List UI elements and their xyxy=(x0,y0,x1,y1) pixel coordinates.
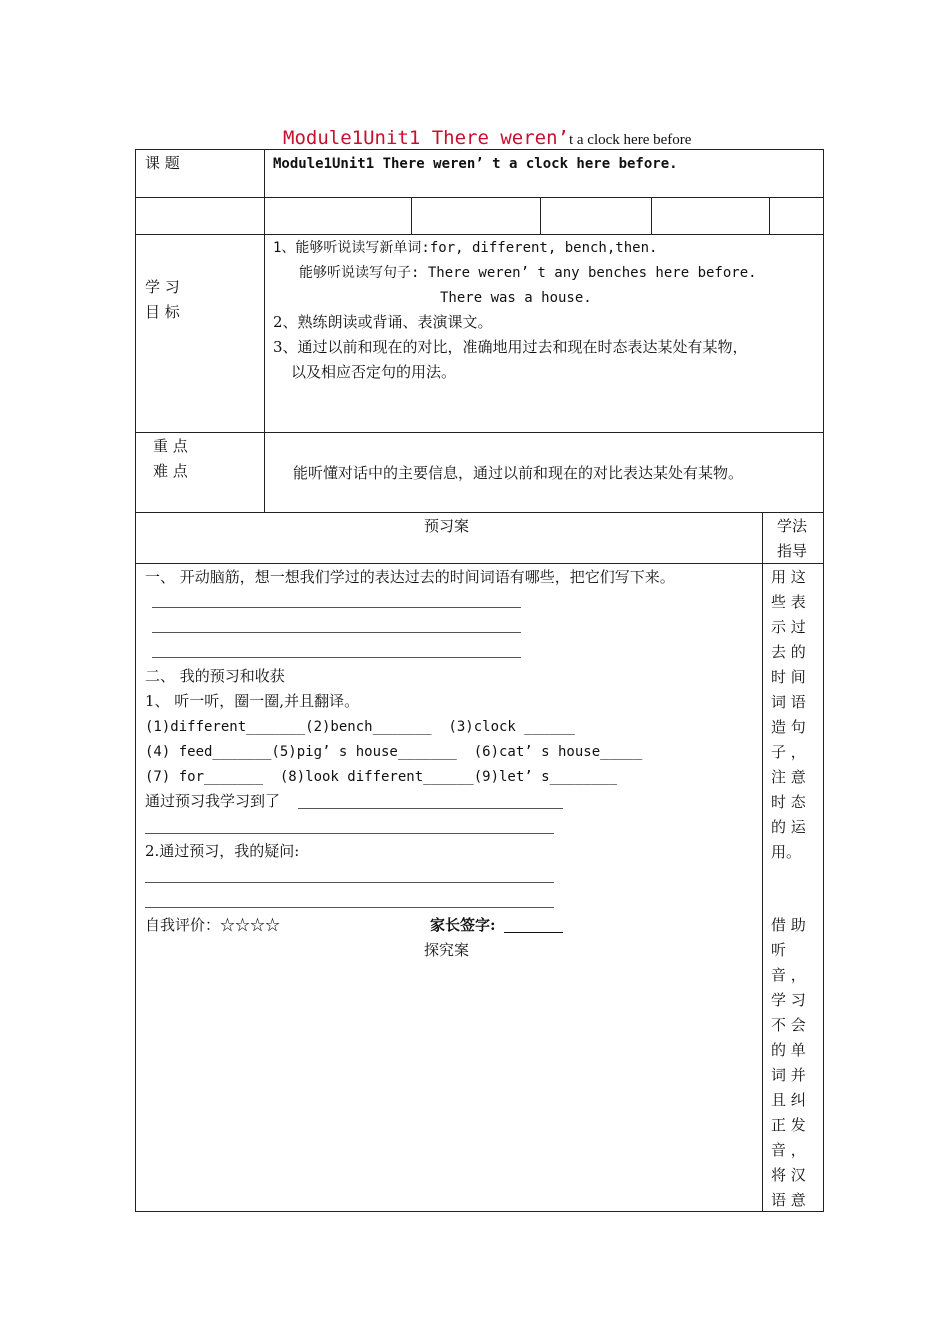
objective-line: 1、能够听说读写新单词:for, different, bench,then. xyxy=(273,240,658,256)
table-border-bottom xyxy=(135,1211,824,1212)
answer-line[interactable] xyxy=(152,657,521,658)
guide-line: 词 语 xyxy=(771,693,806,711)
objectives-label-1: 学 习 xyxy=(145,278,180,296)
guide-line: 子 ， xyxy=(771,743,806,761)
objective-line: 能够听说读写句子: There weren’ t any benches here before. xyxy=(299,265,757,281)
objective-line: 3、通过以前和现在的对比，准确地用过去和现在时态表达某处有某物， xyxy=(273,338,748,356)
guide-line: 音 ， xyxy=(771,1141,806,1159)
guide-line: 造 句 xyxy=(771,718,806,736)
page-title-tail: t a clock here before xyxy=(568,132,692,148)
guide-line: 正 发 xyxy=(771,1116,806,1134)
guide-line: 音 ， xyxy=(771,966,806,984)
answer-line[interactable] xyxy=(152,632,521,633)
guide-line: 用 这 xyxy=(771,568,806,586)
guide-line: 不 会 xyxy=(771,1016,806,1034)
table-border-top xyxy=(135,149,824,150)
guide-header-2: 指导 xyxy=(777,542,808,560)
preview-item-1: 1、 听一听，圈一圈,并且翻译。 xyxy=(145,692,360,710)
answer-line[interactable] xyxy=(145,882,554,883)
guide-line: 用。 xyxy=(771,843,802,861)
keypoints-text: 能听懂对话中的主要信息，通过以前和现在的对比表达某处有某物。 xyxy=(293,464,744,482)
row-divider xyxy=(135,512,824,513)
guide-line: 听 xyxy=(771,941,787,959)
explore-title: 探究案 xyxy=(424,941,470,959)
guide-line: 的 单 xyxy=(771,1041,806,1059)
vocab-row-3: (7) for_______ (8)look different______(9)let’ s________ xyxy=(145,769,618,785)
table-border-left xyxy=(135,149,136,1212)
preview-section-2: 二、 我的预习和收获 xyxy=(145,667,285,685)
answer-line[interactable] xyxy=(145,833,554,834)
objective-line: 以及相应否定句的用法。 xyxy=(291,363,457,381)
topic-label: 课 题 xyxy=(145,154,180,172)
guide-line: 注 意 xyxy=(771,768,806,786)
col-divider-empty xyxy=(411,197,412,235)
guide-line: 的 运 xyxy=(771,818,806,836)
row-divider xyxy=(135,563,824,564)
guide-line: 些 表 xyxy=(771,593,806,611)
page-title-main: Module1Unit1 There weren’ xyxy=(283,127,569,149)
row-divider xyxy=(135,234,824,235)
objective-line: There was a house. xyxy=(440,290,592,306)
col-divider-guide xyxy=(762,512,763,1212)
guide-line: 去 的 xyxy=(771,643,806,661)
guide-line: 学 习 xyxy=(771,991,806,1009)
vocab-row-2: (4) feed_______(5)pig’ s house_______ (6)cat’ s house_____ xyxy=(145,744,643,760)
answer-line[interactable] xyxy=(152,607,521,608)
guide-header-1: 学法 xyxy=(777,517,808,535)
parent-signature-line[interactable] xyxy=(504,932,563,933)
guide-line: 时 态 xyxy=(771,793,806,811)
keypoints-label-1: 重 点 xyxy=(153,437,188,455)
preview-question: 2.通过预习，我的疑问: xyxy=(145,842,300,860)
table-border-right xyxy=(823,149,824,1212)
guide-line: 示 过 xyxy=(771,618,806,636)
objective-line: 2、熟练朗读或背诵、表演课文。 xyxy=(273,313,493,331)
col-divider-label xyxy=(264,149,265,513)
keypoints-label-2: 难 点 xyxy=(153,462,188,480)
guide-line: 将 汉 xyxy=(771,1166,806,1184)
guide-line: 且 纠 xyxy=(771,1091,806,1109)
col-divider-empty xyxy=(540,197,541,235)
col-divider-empty xyxy=(651,197,652,235)
answer-line[interactable] xyxy=(298,808,563,809)
row-divider xyxy=(135,432,824,433)
page-title xyxy=(283,127,691,149)
guide-line: 语 意 xyxy=(771,1191,806,1209)
self-evaluation: 自我评价：☆☆☆☆ xyxy=(145,916,281,934)
preview-section-1: 一、 开动脑筋，想一想我们学过的表达过去的时间词语有哪些，把它们写下来。 xyxy=(145,568,675,586)
preview-learned: 通过预习我学习到了 xyxy=(145,792,281,810)
parent-signature-label: 家长签字: xyxy=(430,916,496,934)
preview-header-title: 预习案 xyxy=(424,517,470,535)
row-divider xyxy=(135,197,824,198)
col-divider-empty xyxy=(769,197,770,235)
vocab-row-1: (1)different_______(2)bench_______ (3)clock ______ xyxy=(145,719,575,735)
guide-line: 时 间 xyxy=(771,668,806,686)
guide-line: 词 并 xyxy=(771,1066,806,1084)
guide-line: 借 助 xyxy=(771,916,806,934)
topic-value: Module1Unit1 There weren’ t a clock here before. xyxy=(273,156,678,172)
answer-line[interactable] xyxy=(145,907,554,908)
objectives-label-2: 目 标 xyxy=(145,303,180,321)
